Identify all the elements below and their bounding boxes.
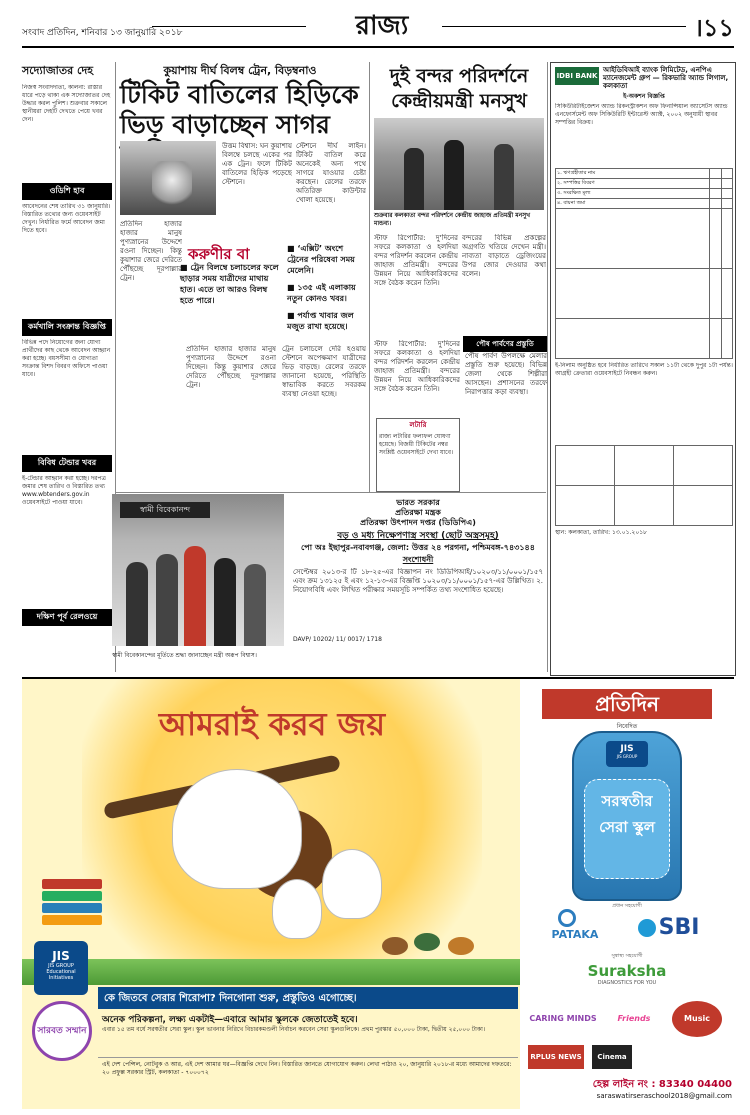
second-story-text2: বন্দরের বিভিন্ন প্রকল্পের অগ্রগতি খতিয়ে দেখেন মন্ত্রী। নাব্যতা বাড়াতে ড্রেজিংয়ের উপর জোর দেওয়ার কথা বলেন।	[462, 234, 546, 278]
box-text: ই-টেন্ডার আহ্বান করা হচ্ছে। দরপত্র জমার শেষ তারিখ ও বিস্তারিত তথ্য www.wbtenders.gov.in ওয়েবসাইটে পাওয়া যাবে।	[22, 475, 106, 506]
contact-email: saraswatirseraschool2018@gmail.com	[596, 1092, 732, 1100]
auction-table-2	[555, 445, 733, 526]
date-line: সংবাদ প্রতিদিন, শনিবার ১৩ জানুয়ারি ২০১৮	[22, 28, 183, 38]
tender-head: ভারত সরকার	[396, 498, 440, 507]
box-footer: দক্ষিণ পূর্ব রেলওয়ে	[22, 609, 112, 626]
minister-photo-caption: শুক্রবার কলকাতা বন্দর পরিদর্শনে কেন্দ্রীয় জাহাজ প্রতিমন্ত্রী মনসুখ মান্ডব্য।	[374, 212, 531, 227]
masthead-rule-left	[152, 26, 306, 27]
books-illustration	[42, 879, 102, 929]
main-story-col3: প্রতিদিন হাজার হাজার মানুষ পুণ্যস্নানের উদ্দেশে রওনা দিচ্ছেন। কিন্তু কুয়াশার জেরে দেরিতে পৌঁছচ্ছে দূরপাল্লার ট্রেন।	[186, 345, 276, 389]
column-divider	[369, 62, 370, 492]
pratidin-logo: প্রতিদিন	[542, 689, 712, 719]
vivekananda-photo-caption: স্বামী বিবেকানন্দের মূর্তিতে শ্রদ্ধা জানাচ্ছেন মন্ত্রী অরূপ বিশ্বাস।	[112, 652, 257, 659]
main-story-col4: ট্রেন চলাচলে দেরি হওয়ায় স্টেশনে অপেক্ষমাণ যাত্রীদের ভিড় বাড়ছে। রেলের তরফে জানানো হয়েছে, পরিস্থিতি স্বাভাবিক করতে সবরকম ব্যবস্থা নেওয়া হচ্ছে।	[282, 345, 366, 398]
lottery-head: লটারি	[409, 421, 427, 429]
sbi-logo: SBI	[658, 915, 700, 940]
minister-photo	[374, 118, 544, 210]
ad-question-band: কে জিতবে সেরার শিরোপা? দিনগোনা শুরু, প্রস্তুতিও এগোচ্ছে।	[98, 987, 518, 1009]
section-title: রাজ্য	[355, 11, 409, 41]
helpline-number: হেল্প লাইন নং : 83340 04400	[592, 1079, 732, 1090]
left-column-intro: নিজস্ব সংবাদদাতা, কালনা: রাস্তার ধারে পড়ে থাকা এক সদ্যোজাতর দেহ উদ্ধার করল পুলিশ। শুক্রবার সকালে স্থানীয়রা দেহটি দেখতে পেয়ে খবর দেন।	[22, 84, 111, 123]
ad-sponsor-panel	[522, 679, 734, 1109]
subhead-box: পৌষ পার্বণের প্রস্তুতি	[463, 336, 547, 352]
grass	[22, 959, 520, 985]
left-column-headline: সদ্যোজাতর দেহ	[22, 64, 94, 77]
row-divider	[116, 492, 546, 493]
jis-logo: JIS JIS GROUP Educational Initiatives	[34, 941, 88, 995]
friends-logo: Friends	[617, 1014, 651, 1023]
ad-description: এবার ১৫ তম বর্ষে সরস্বতীর সেরা স্কুল। স্কুল ভাবনার নিরিখে বিচারকমণ্ডলী নির্বাচন করবেন সেরা স্কুলগুলিকে। প্রথম পুরস্কার ৫০,০০০ টাকা, দ্বিতীয় ২৫,০০০ টাকা।	[102, 1026, 485, 1033]
bank-notice	[550, 62, 736, 676]
tender-address: পো অঃ ইছাপুর-নবাবগঞ্জ, জেলা: উত্তর ২৪ পরগনা, পশ্চিমবঙ্গ-৭৪৩১৪৪	[301, 543, 535, 552]
vivekananda-photo	[112, 494, 284, 646]
masthead	[22, 8, 734, 48]
ad-footer-text: এই দেশ পেন্সিল, নোটবুক ও আর, এই দেশ আমার ঘর—বিজ্ঞপ্তি দেখে নিন। বিস্তারিত জানতে যোগাযোগ করুন। লেখা পাঠাও ২০, জানুয়ারি ২০১৮-র মধ্যে আমাদের দফতরে: ২০ প্রফুল্ল সরকার স্ট্রিট, কলকাতা - ৭০০০৭২	[98, 1057, 518, 1103]
bank-logo: IDBI BANK	[555, 67, 599, 85]
masthead-rule-right	[442, 26, 686, 27]
table-cell: ১. ঋণগ্রহীতার নাম	[556, 169, 710, 179]
swan-illustration	[272, 879, 322, 939]
tender-org: বড় ও মধ্য নিক্ষেপণাস্ত্র সংস্থা (ছোট অস্ত্রসমূহ)	[337, 531, 499, 541]
suraksha-logo: Suraksha DIAGNOSTICS FOR YOU	[587, 962, 667, 986]
caring-minds-logo: CARING MINDS	[529, 1014, 597, 1023]
main-story-headline: টিকিট বাতিলের হিড়িকে ভিড় বাড়াচ্ছেন সাগর	[120, 80, 359, 139]
auction-table	[555, 168, 733, 359]
bank-notice-text: সিকিউরিটাইজেশন অ্যান্ড রিকনস্ট্রাকশন অফ ফিনান্সিয়াল অ্যাসেটস অ্যান্ড এনফোর্সমেন্ট অফ সিকিউরিটি ইন্টারেস্ট অ্যাক্ট, ২০০২ অনুযায়ী স্থাবর সম্পত্তির বিক্রয়।	[555, 103, 728, 126]
ad-main-panel	[22, 679, 520, 1109]
byline: করুণীর বা	[188, 245, 250, 263]
duck-illustration	[448, 937, 474, 955]
pull-quote: ■ ট্রেন বিলম্বে চলাচলের ফলে ছাড়ার সময় যাত্রীদের মাথায় হাত। এতে তা আরও বিলম্ব হতে পারে।	[180, 263, 279, 305]
box-text: বিভিন্ন পদে নিয়োগের জন্য যোগ্য প্রার্থীদের কাছ থেকে আবেদন আহ্বান করা হচ্ছে। বয়সসীমা ও যোগ্যতা সংক্রান্ত বিশদ বিবরণ অফিসে পাওয়া যাবে।	[22, 339, 111, 378]
sponsor-label: সুস্বাস্থ্য সহযোগী	[611, 953, 643, 959]
rplus-news-logo: RPLUS NEWS	[528, 1045, 584, 1069]
second-story-text: স্টাফ রিপোর্টার: দু'দিনের সফরে কলকাতা ও হলদিয়া বন্দর পরিদর্শন করলেন কেন্দ্রীয় জাহাজ প্রতিমন্ত্রী। বন্দরের উন্নয়ন নিয়ে আধিকারিকদের সঙ্গে বৈঠক করেন তিনি।	[374, 234, 458, 287]
main-story-lead: উত্তম বিশ্বাস: ঘন কুয়াশায় বিলম্বে চলছে একের পর এক ট্রেন। ফলে টিকিট বাতিলের হিড়িক পড়েছে স্টেশনে।	[222, 142, 292, 186]
advertisement	[22, 677, 734, 1107]
tender-notice	[293, 498, 543, 668]
bag-text: সরস্বতীর সেরা স্কুল	[584, 779, 670, 879]
column-divider	[547, 62, 548, 672]
fog-train-photo	[120, 141, 216, 215]
swan-illustration	[172, 769, 302, 889]
table-cell: ৪. বায়না জমা	[556, 199, 710, 209]
pratidin-sub: নিবেদিত	[616, 723, 638, 730]
cinema-logo: Cinema	[592, 1045, 632, 1069]
bullet-item: ■ ‘এক্সিট’ অংশে ট্রেনের পরিষেবা সময় মেলেনি।	[287, 244, 355, 275]
main-story-kicker: কুয়াশায় দীর্ঘ বিলম্ব ট্রেন, বিড়ম্বনাও	[163, 64, 317, 77]
tender-body: সেপ্টেম্বর ২০১৩-র টি ১৮-২৫-এর বিজ্ঞাপন নং ডিডিপিআই/১০২০৩/১১/০০০১/১৫৭ এবং ক্রম ১৩১২৫ ই এবং ১২-১৩-এর বিজ্ঞপ্তি ১০২০৩/১১/০০০১/১৫৭-এর উল্লিখিত। ২. নিয়োগবিধি এবং লিখিত পরীক্ষার সময়সূচি সম্পর্কিত তথ্য সংশোধিত হয়েছে।	[293, 568, 543, 594]
tender-title: সংশোধনী	[402, 555, 434, 564]
bank-notice-title: ই-অকশন বিজ্ঞপ্তি	[623, 93, 665, 100]
bank-notice-body	[555, 103, 733, 669]
duck-illustration	[382, 937, 408, 955]
ad-subline: অনেক পরিকল্পনা, লক্ষ্য একটাই—এবারে আমার স্কুলকে জেতাতেই হবে।	[102, 1015, 358, 1025]
bag-tag: JIS JIS GROUP	[606, 741, 648, 767]
main-story-col1: প্রতিদিন হাজার হাজার মানুষ পুণ্যস্নানের উদ্দেশে রওনা দিচ্ছেন। কিন্তু কুয়াশার জেরে দেরিতে পৌঁছচ্ছে দূরপাল্লার ট্রেন।	[120, 220, 182, 282]
tender-head: প্রতিরক্ষা মন্ত্রক	[395, 508, 441, 517]
box-head: ওডিশি হাব	[22, 183, 112, 200]
duck-illustration	[414, 933, 440, 951]
tender-footer: DAVP/ 10202/ 11/ 0017/ 1718	[293, 636, 382, 643]
photo-banner: স্বামী বিবেকানন্দ	[120, 502, 210, 518]
swan-illustration	[322, 849, 382, 919]
award-seal: সারবত সম্মান	[32, 1001, 92, 1061]
school-bag-illustration	[572, 731, 682, 901]
page-number: ।১১	[694, 13, 734, 42]
bank-notice-text2: ই-নিলাম অনুষ্ঠিত হবে নির্ধারিত তারিখে সকাল ১১টা থেকে দুপুর ১টা পর্যন্ত। আগ্রহী ক্রেতারা ওয়েবসাইটে নিবন্ধন করুন।	[555, 362, 733, 377]
left-column	[22, 62, 112, 629]
bullet-item: ■ পর্যাপ্ত খাবার জল মজুত রাখা হয়েছে।	[287, 311, 354, 331]
tender-head: প্রতিরক্ষা উৎপাদন দপ্তর (ডিডিপিএ)	[360, 518, 476, 527]
bullet-item: ■ ১৩৫ এই এলাকায় নতুন কোনও খবর।	[287, 283, 356, 303]
box-head: বিবিধ টেন্ডার খবর	[22, 455, 112, 472]
bullet-list	[287, 243, 367, 338]
table-cell: ২. সম্পত্তির বিবরণ	[556, 179, 710, 189]
box-text: আবেদনের শেষ তারিখ ৩১ জানুয়ারি। বিস্তারিত তথ্যের জন্য ওয়েবসাইট দেখুন। নির্ধারিত ফর্মে আবেদন জমা দিতে হবে।	[22, 203, 111, 234]
box-head: কর্মখালি সংক্রান্ত বিজ্ঞপ্তি	[22, 319, 112, 336]
sponsor-label: প্রধান সহযোগী	[612, 903, 642, 909]
music-logo: Music	[672, 1001, 722, 1037]
second-story-headline: দুই বন্দর পরিদর্শনে কেন্দ্রীয়মন্ত্রী মনসুখ	[389, 65, 529, 112]
media-logo-row	[528, 1045, 728, 1073]
main-story-col2: স্টেশনে দীর্ঘ লাইন। টিকিট বাতিল করে অনেকেই অন্য পথে সাগরে যাওয়ার চেষ্টা করছেন। রেলের তরফে অতিরিক্ত কাউন্টার খোলা হয়েছে।	[296, 142, 366, 204]
lottery-text: রাজ্য লটারির ফলাফল ঘোষণা হয়েছে। বিজয়ী টিকিটের নম্বর সংশ্লিষ্ট ওয়েবসাইটে দেখা যাবে।	[379, 433, 454, 456]
festival-story-text: পৌষ পার্বণ উপলক্ষে মেলার প্রস্তুতি শুরু হয়েছে। বিভিন্ন জেলা থেকে শিল্পীরা আসছেন। প্রশাসনের তরফে নিরাপত্তার কড়া ব্যবস্থা।	[465, 352, 547, 396]
pataka-logo: PATAKA	[551, 928, 599, 941]
bank-notice-footer: স্থান: কলকাতা, তারিখ: ১৩.০১.২০১৮	[555, 529, 648, 536]
table-cell: ৩. সংরক্ষিত মূল্য	[556, 189, 710, 199]
lottery-box	[376, 418, 460, 492]
second-story-continued: স্টাফ রিপোর্টার: দু'দিনের সফরে কলকাতা ও হলদিয়া বন্দর পরিদর্শন করলেন কেন্দ্রীয় জাহাজ প্রতিমন্ত্রী। বন্দরের উন্নয়ন নিয়ে আধিকারিকদের সঙ্গে বৈঠক করেন তিনি।	[374, 340, 460, 393]
sponsor-logo-row	[528, 1001, 728, 1041]
ad-slogan: আমরাই করব জয়	[158, 705, 386, 743]
bank-notice-head: আইডিবিআই ব্যাংক লিমিটেড, এনপিএ ম্যানেজমেন্ট গ্রুপ — রিকভারি অ্যান্ড লিগাল, কলকাতা	[603, 66, 729, 90]
